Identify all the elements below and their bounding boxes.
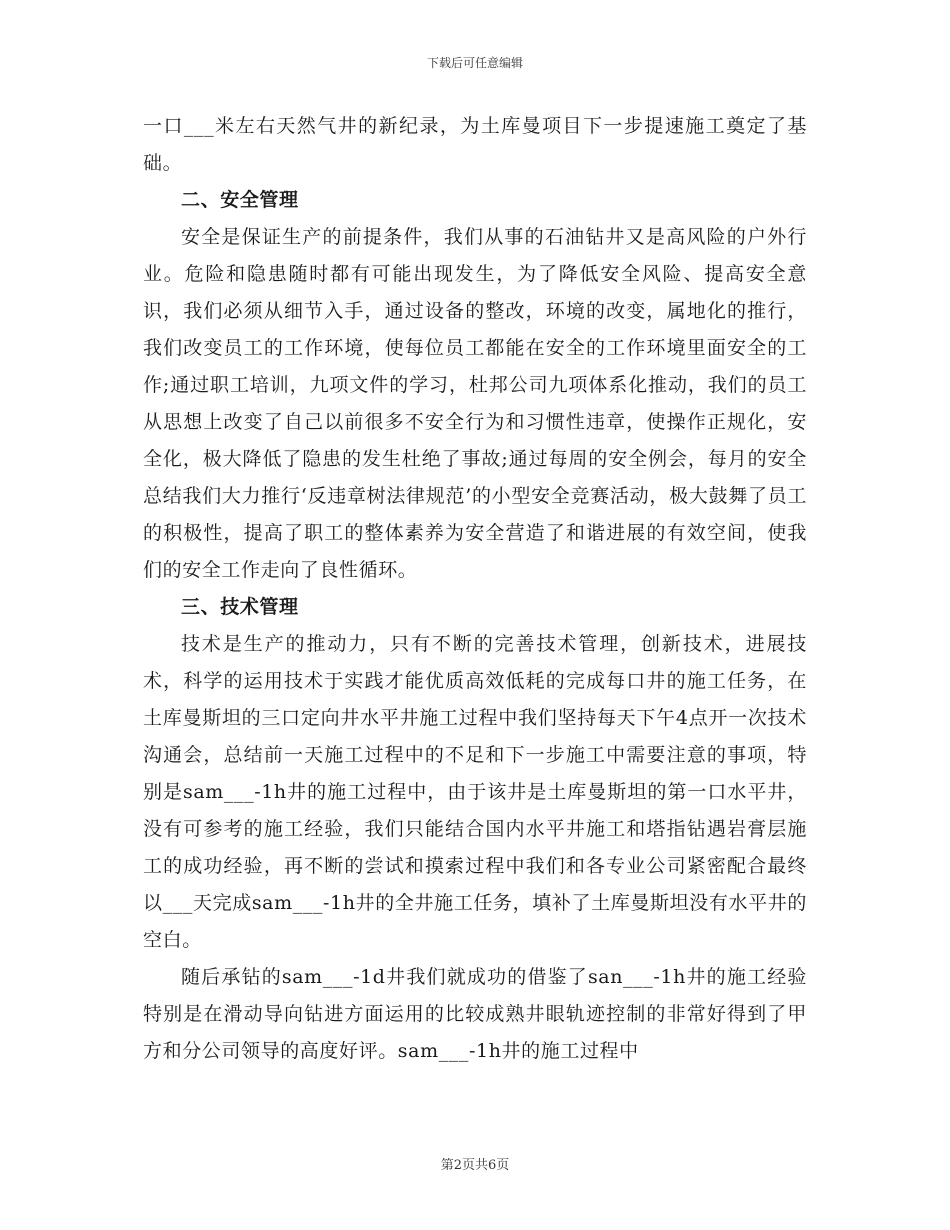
paragraph-continuation: 一口___米左右天然气井的新纪录，为土库曼项目下一步提速施工奠定了基础。 — [143, 115, 807, 174]
page-header: 下载后可任意编辑 — [426, 56, 523, 70]
page-number: 第2页共6页 — [440, 1158, 510, 1173]
paragraph-followup: 随后承钻的sam___-1d井我们就成功的借鉴了san___-1h井的施工经验特别是在滑动导向钻进方面运用的比较成熟井眼轨迹控制的非常好得到了甲方和分公司领导的高度好评。sam___-1h井的施工过程中 — [143, 966, 807, 1062]
section-heading-technology: 三、技术管理 — [181, 596, 299, 618]
paragraph-technology: 技术是生产的推动力，只有不断的完善技术管理，创新技术，进展技术，科学的运用技术于实践才能优质高效低耗的完成每口井的施工任务，在土库曼斯坦的三口定向井水平井施工过程中我们坚持每天下午4点开一次技术沟通会，总结前一天施工过程中的不足和下一步施工中需要注意的事项，特别是sam___-1h井的施工过程中，由于该井是土库曼斯坦的第一口水平井，没有可参考的施工经验，我们只能结合国内水平井施工和塔指钻遇岩膏层施工的成功经验，再不断的尝试和摸索过程中我们和各专业公司紧密配合最终以___天完成sam___-1h井的全井施工任务，填补了土库曼斯坦没有水平井的空白。 — [143, 633, 807, 951]
section-heading-safety: 二、安全管理 — [181, 189, 299, 211]
paragraph-safety: 安全是保证生产的前提条件，我们从事的石油钻井又是高风险的户外行业。危险和隐患随时都有可能出现发生，为了降低安全风险、提高安全意识，我们必须从细节入手，通过设备的整改，环境的改变，属地化的推行，我们改变员工的工作环境，使每位员工都能在安全的工作环境里面安全的工作;通过职工培训，九项文件的学习，杜邦公司九项体系化推动，我们的员工从思想上改变了自己以前很多不安全行为和习惯性违章，使操作正规化，安全化，极大降低了隐患的发生杜绝了事故;通过每周的安全例会，每月的安全总结我们大力推行‘反违章树法律规范’的小型安全竞赛活动，极大鼓舞了员工的积极性，提高了职工的整体素养为安全营造了和谐进展的有效空间，使我们的安全工作走向了良性循环。 — [143, 226, 807, 581]
document-body — [143, 108, 807, 1070]
